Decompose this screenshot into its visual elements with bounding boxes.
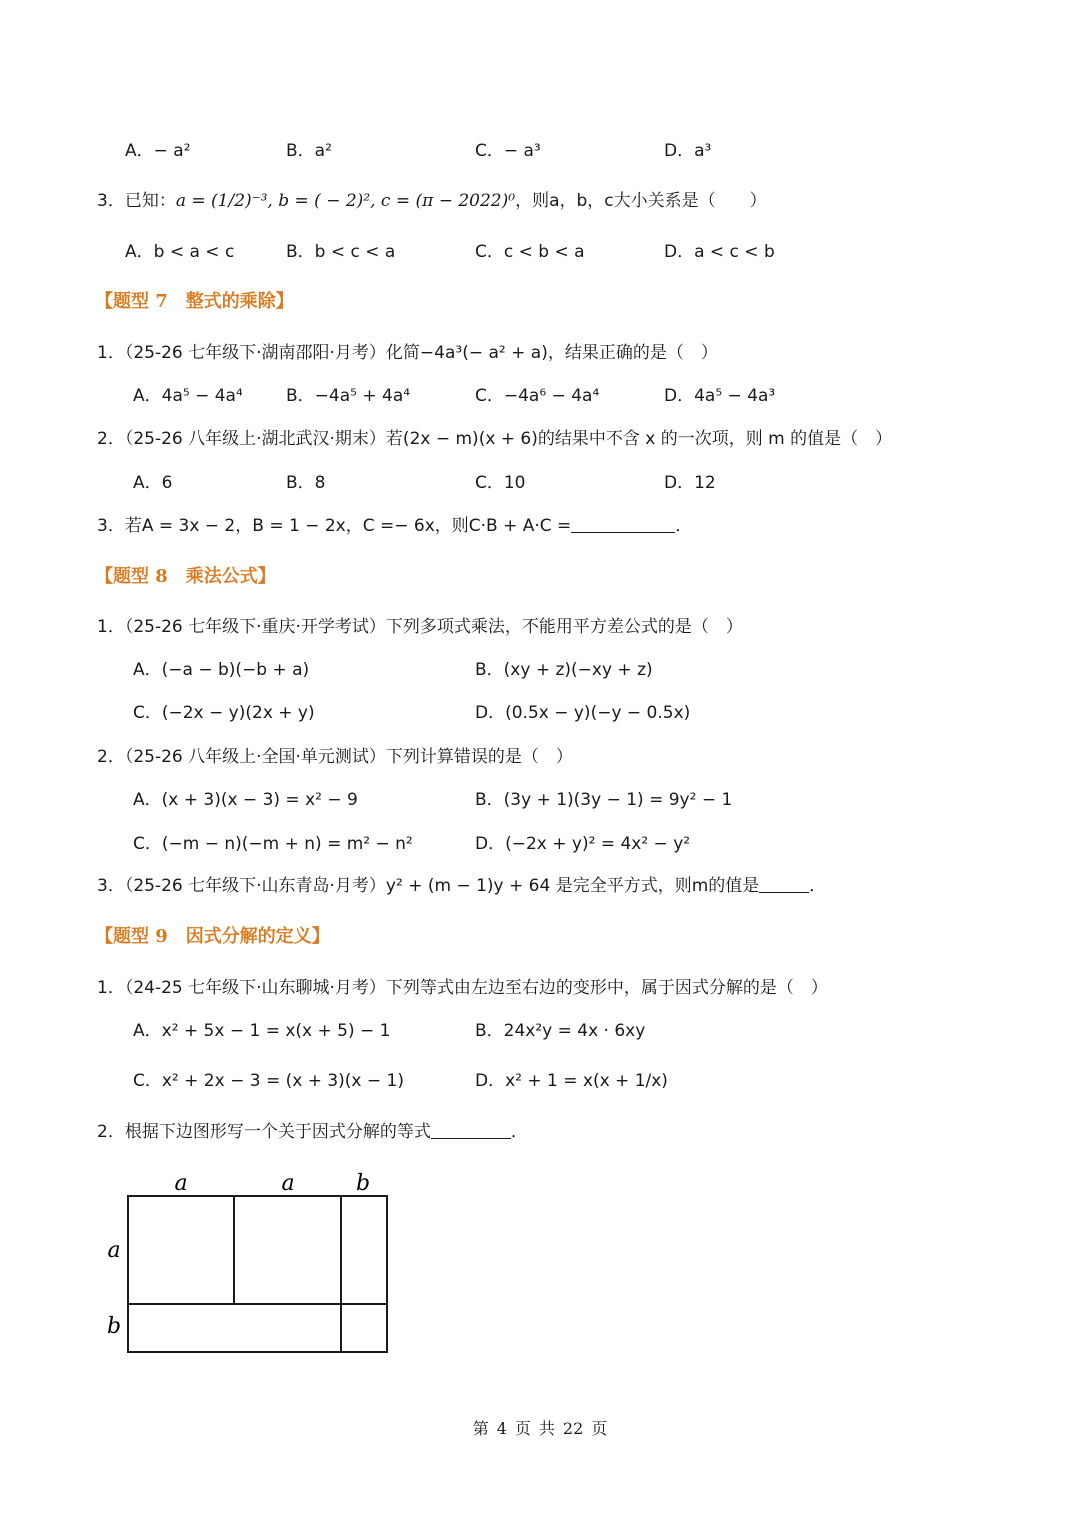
s9-q1-option-b: B．24x²y = 4x · 6xy [475, 1021, 646, 1041]
stem-text: （24-25 七年级下·山东聊城·月考）下列等式由左边至右边的变形中，属于因式分解的是（ ） [124, 978, 828, 998]
s7-q1-option-a: A．4a⁵ − 4a⁴ [133, 386, 243, 406]
s7-q2-option-d: D．12 [664, 473, 716, 493]
s7-q1-option-c: C．−4a⁶ − 4a⁴ [475, 386, 600, 406]
stem-end: ． [510, 1122, 528, 1142]
answer-blank[interactable] [431, 1120, 511, 1139]
outer-rectangle [128, 1196, 387, 1352]
page-footer [0, 1416, 1080, 1439]
s8-q1-option-b: B．(xy + z)(−xy + z) [475, 660, 653, 680]
s9-q2-stem [97, 1119, 528, 1145]
prev-q2-option-d: D．a³ [664, 141, 712, 161]
stem-suffix: ，则a，b，c大小关系是（ ） [515, 191, 767, 211]
question-number: 1． [97, 343, 125, 363]
s8-q1-stem [97, 614, 743, 640]
answer-blank[interactable] [759, 874, 809, 893]
footer-total-pages: 22 [562, 1419, 584, 1438]
stem-text: （25-26 八年级上·全国·单元测试）下列计算错误的是（ ） [124, 747, 573, 767]
s7-q1-stem [97, 340, 718, 366]
prev-q2-option-c: C．− a³ [475, 141, 541, 161]
footer-gong: 共 [538, 1419, 555, 1438]
s7-q3-stem [97, 513, 692, 539]
stem-text: （25-26 七年级下·重庆·开学考试）下列多项式乘法，不能用平方差公式的是（ ） [124, 617, 743, 637]
s8-q2-option-b: B．(3y + 1)(3y − 1) = 9y² − 1 [475, 790, 733, 810]
prev-q3-stem [97, 188, 767, 214]
s7-q1-option-b: B．−4a⁵ + 4a⁴ [286, 386, 411, 406]
s7-q2-option-b: B．8 [286, 473, 326, 493]
section-9-heading: 【题型 9 因式分解的定义】 [95, 926, 330, 947]
side-label-b: b [106, 1314, 122, 1339]
stem-text: 若A = 3x − 2，B = 1 − 2x，C =− 6x，则C·B + A·C = [124, 516, 572, 536]
top-label-b: b [355, 1171, 371, 1196]
footer-ye: 页 [591, 1419, 608, 1438]
s8-q2-stem [97, 744, 573, 770]
s8-q1-option-c: C．(−2x − y)(2x + y) [133, 703, 315, 723]
stem-text: （25-26 七年级下·湖南邵阳·月考）化简−4a³(− a² + a)，结果正确的是（ ） [124, 343, 718, 363]
prev-q3-option-c: C．c < b < a [475, 242, 585, 262]
prev-q3-option-a: A．b < a < c [125, 242, 235, 262]
footer-di: 第 [472, 1419, 489, 1438]
s8-q2-option-a: A．(x + 3)(x − 3) = x² − 9 [133, 790, 358, 810]
prev-q3-option-b: B．b < c < a [286, 242, 396, 262]
s8-q1-option-d: D．(0.5x − y)(−y − 0.5x) [475, 703, 691, 723]
question-number: 2． [97, 1122, 125, 1142]
stem-text: （25-26 七年级下·山东青岛·月考）y² + (m − 1)y + 64 是完全平方式，则m的值是 [124, 876, 760, 896]
s8-q2-option-d: D．(−2x + y)² = 4x² − y² [475, 834, 691, 854]
s7-q2-option-a: A．6 [133, 473, 173, 493]
question-number: 1． [97, 617, 125, 637]
s7-q2-option-c: C．10 [475, 473, 526, 493]
question-number: 1． [97, 978, 125, 998]
area-figure [95, 1165, 405, 1360]
s7-q2-stem [97, 426, 892, 452]
footer-page-number: 4 [496, 1419, 507, 1438]
prev-q2-option-b: B．a² [286, 141, 332, 161]
question-number: 3． [97, 191, 125, 211]
prev-q2-option-a: A．− a² [125, 141, 191, 161]
footer-ye: 页 [514, 1419, 531, 1438]
s7-q1-option-d: D．4a⁵ − 4a³ [664, 386, 776, 406]
top-label-a2: a [281, 1171, 295, 1196]
prev-q3-option-d: D．a < c < b [664, 242, 775, 262]
stem-math: a = (1/2)⁻³, b = ( − 2)², c = (π − 2022)⁰ [175, 191, 516, 211]
s9-q1-option-a: A．x² + 5x − 1 = x(x + 5) − 1 [133, 1021, 391, 1041]
s8-q2-option-c: C．(−m − n)(−m + n) = m² − n² [133, 834, 413, 854]
side-label-a: a [107, 1238, 121, 1263]
s9-q1-option-d: D．x² + 1 = x(x + 1/x) [475, 1071, 668, 1091]
s9-q1-stem [97, 975, 828, 1001]
section-8-heading: 【题型 8 乘法公式】 [95, 566, 276, 587]
stem-text: 根据下边图形写一个关于因式分解的等式 [124, 1122, 431, 1142]
s9-q1-option-c: C．x² + 2x − 3 = (x + 3)(x − 1) [133, 1071, 404, 1091]
stem-end: ． [809, 876, 827, 896]
section-7-heading: 【题型 7 整式的乘除】 [95, 291, 294, 312]
question-number: 2． [97, 429, 125, 449]
question-number: 3． [97, 516, 125, 536]
question-number: 3． [97, 876, 125, 896]
stem-prefix: 已知： [124, 191, 176, 211]
stem-end: ． [675, 516, 693, 536]
top-label-a1: a [174, 1171, 188, 1196]
s8-q1-option-a: A．(−a − b)(−b + a) [133, 660, 310, 680]
stem-text: （25-26 八年级上·湖北武汉·期末）若(2x − m)(x + 6)的结果中不含 x 的一次项，则 m 的值是（ ） [124, 429, 893, 449]
question-number: 2． [97, 747, 125, 767]
s8-q3-stem [97, 873, 826, 899]
answer-blank[interactable] [571, 514, 675, 533]
